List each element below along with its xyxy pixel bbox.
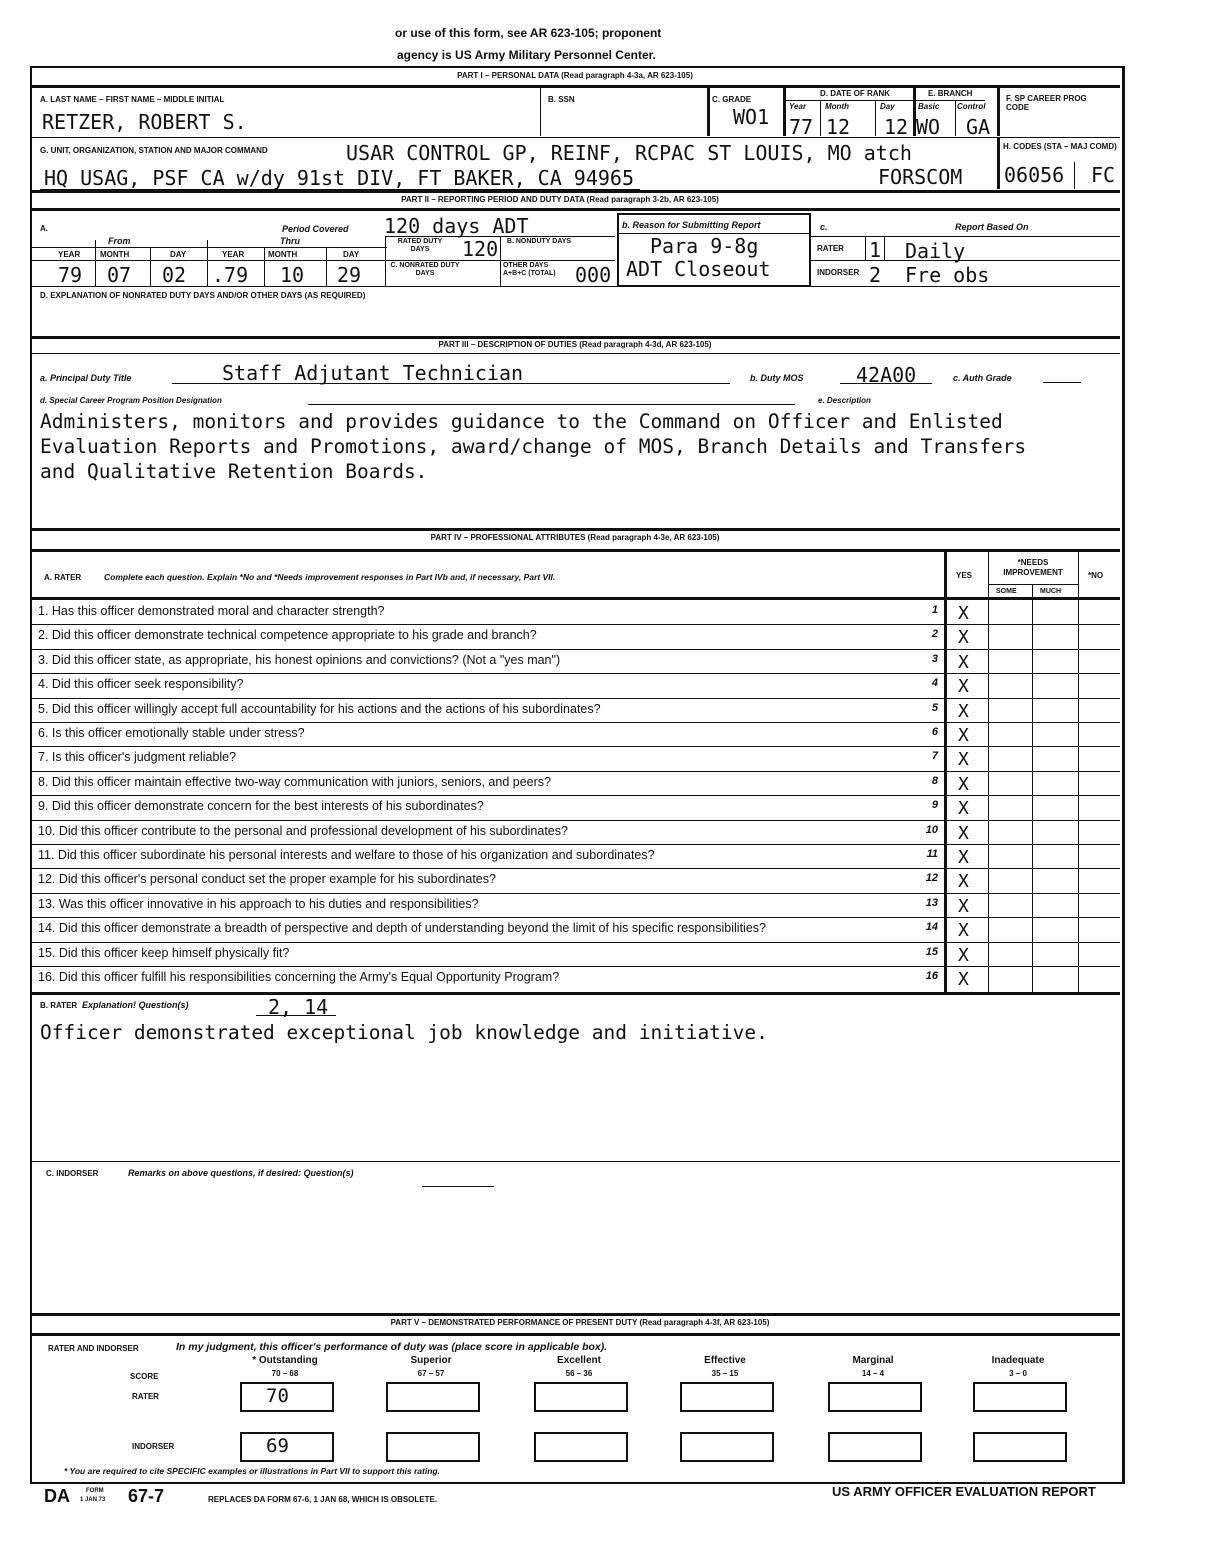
question-divider	[32, 893, 1120, 894]
question-divider	[32, 844, 1120, 845]
yes-mark: X	[958, 871, 969, 893]
question-number: 12	[925, 872, 938, 885]
yes-mark: X	[958, 627, 969, 649]
question-text: 8. Did this officer maintain effective two-way communication with juniors, seniors, and peers?	[38, 774, 551, 789]
dor-year: 77	[789, 115, 814, 139]
codes-value: 06056	[1004, 163, 1065, 187]
score-category-range: 56 – 36	[565, 1369, 593, 1378]
question-divider	[32, 698, 1120, 699]
from-year-label: YEAR	[58, 250, 81, 259]
score-category-range: 3 – 0	[1009, 1369, 1027, 1378]
question-text: 10. Did this officer contribute to the personal and professional development of his subordinates?	[38, 823, 568, 838]
indorser-remarks-label: C. INDORSER	[46, 1169, 99, 1178]
description-line-1: Administers, monitors and provides guidance to the Command on Officer and Enlisted	[40, 410, 1003, 433]
dor-month-label: Month	[825, 102, 849, 111]
form-da: DA	[44, 1486, 70, 1506]
from-year: 79	[58, 263, 83, 287]
rater-num: 1	[869, 238, 882, 262]
question-divider	[32, 795, 1120, 796]
thru-day: 29	[337, 263, 362, 287]
question-number: 14	[925, 921, 938, 934]
thru-month-label: MONTH	[268, 250, 298, 259]
score-category-name: Superior	[410, 1355, 452, 1366]
indorser-label: INDORSER	[817, 268, 860, 277]
rater-expl-questions: 2, 14	[268, 995, 329, 1019]
question-divider	[32, 722, 1120, 723]
yes-mark: X	[958, 969, 969, 990]
question-divider	[32, 820, 1120, 821]
thru-label: Thru	[280, 236, 300, 246]
thru-year: .79	[212, 263, 249, 287]
question-text: 6. Is this officer emotionally stable under stress?	[38, 726, 305, 740]
codes-value-2: FC	[1091, 163, 1116, 187]
score-category-range: 35 – 15	[711, 1369, 739, 1378]
score-category-name: Effective	[704, 1355, 746, 1366]
rater-score-box[interactable]	[534, 1382, 628, 1412]
indorser-score-box[interactable]	[973, 1432, 1067, 1462]
yes-mark: X	[958, 651, 969, 673]
duty-mos: 42A00	[856, 363, 917, 387]
grade-label: C. GRADE	[712, 95, 752, 104]
score-rater-label: RATER	[132, 1392, 159, 1401]
rater-indorser-label: RATER AND INDORSER	[48, 1344, 139, 1353]
score-value: 70	[266, 1385, 289, 1407]
score-value: 69	[266, 1435, 289, 1457]
indorser-score-box[interactable]	[240, 1432, 334, 1462]
dor-year-label: Year	[789, 102, 807, 111]
question-divider	[32, 649, 1120, 650]
question-divider	[32, 868, 1120, 869]
yes-mark: X	[958, 676, 969, 698]
question-text: 5. Did this officer willingly accept full accountability for his actions and the actions of his subordinates?	[38, 701, 601, 716]
from-label: From	[108, 236, 131, 246]
question-divider	[32, 966, 1120, 967]
question-text: 9. Did this officer demonstrate concern for the best interests of his subordinates?	[38, 799, 484, 814]
indorser-score-box[interactable]	[680, 1432, 774, 1462]
thru-month: 10	[280, 263, 305, 287]
question-number: 8	[931, 774, 938, 787]
duty-mos-label: b. Duty MOS	[750, 373, 804, 383]
form-date: 1 JAN 73	[80, 1497, 106, 1503]
name-label: A. LAST NAME – FIRST NAME – MIDDLE INITIAL	[40, 95, 225, 104]
duty-title-label: a. Principal Duty Title	[40, 373, 132, 383]
sp-career-label: F. SP CAREER PROG CODE	[1006, 94, 1087, 112]
question-number: 15	[925, 945, 938, 958]
question-text: 15. Did this officer keep himself physically fit?	[38, 945, 290, 960]
rater-score-box[interactable]	[973, 1382, 1067, 1412]
question-text: 13. Was this officer innovative in his approach to his duties and responsibilities?	[38, 896, 479, 911]
replaces-note: REPLACES DA FORM 67-6, 1 JAN 68, WHICH IS OBSOLETE.	[208, 1495, 438, 1504]
question-text: 11. Did this officer subordinate his personal interests and welfare to those of his organization and subordinates?	[38, 848, 655, 862]
question-divider	[32, 746, 1120, 747]
part2-title: PART II – REPORTING PERIOD AND DUTY DATA (Read paragraph 3-2b, AR 623-105)	[401, 195, 719, 204]
yes-mark: X	[958, 700, 969, 722]
question-text: 3. Did this officer state, as appropriate, his honest opinions and convictions? (Not a "yes man")	[38, 652, 561, 667]
nonrated-label: C. NONRATED DUTY DAYS	[390, 262, 460, 277]
question-divider	[32, 624, 1120, 625]
unit-line-1: USAR CONTROL GP, REINF, RCPAC ST LOUIS, MO atch	[346, 141, 912, 165]
duty-title: Staff Adjutant Technician	[222, 361, 524, 385]
rater-value: Daily	[905, 239, 966, 263]
reason-label: b. Reason for Submitting Report	[622, 220, 761, 230]
yes-mark: X	[958, 725, 969, 746]
part1-title: PART I – PERSONAL DATA (Read paragraph 4-3a, AR 623-105)	[457, 71, 693, 80]
indorser-value: Fre obs	[905, 263, 990, 287]
yes-mark: X	[958, 798, 969, 820]
part4-title: PART IV – PROFESSIONAL ATTRIBUTES (Read paragraph 4-3e, AR 623-105)	[430, 533, 720, 542]
yes-mark: X	[958, 603, 969, 624]
yes-mark: X	[958, 773, 969, 795]
score-category-range: 67 – 57	[417, 1369, 445, 1378]
question-number: 5	[931, 701, 938, 714]
rater-label: RATER	[817, 244, 844, 253]
dor-day: 12	[884, 115, 909, 139]
some-label: SOME	[996, 588, 1017, 595]
explanation-label: D. EXPLANATION OF NONRATED DUTY DAYS AND/OR OTHER DAYS (AS REQUIRED)	[40, 291, 366, 300]
score-category-range: 14 – 4	[861, 1369, 885, 1378]
reason-line-2: ADT Closeout	[626, 257, 771, 281]
question-text: 14. Did this officer demonstrate a breadth of perspective and depth of understanding beyond the limit of his specific responsibilities?	[38, 921, 766, 936]
branch-control: GA	[966, 115, 991, 139]
question-text: 16. Did this officer fulfill his responsibilities concerning the Army's Equal Opportunity Program?	[38, 970, 560, 984]
rater-instr-label: A. RATER	[44, 573, 82, 582]
from-month-label: MONTH	[100, 250, 130, 259]
question-number: 9	[931, 799, 938, 812]
question-number: 2	[931, 628, 938, 641]
question-text: 12. Did this officer's personal conduct set the proper example for his subordinates?	[38, 872, 496, 887]
yes-mark: X	[958, 920, 969, 942]
score-category-name: Inadequate	[991, 1355, 1045, 1366]
thru-day-label: DAY	[343, 250, 360, 259]
score-label: SCORE	[130, 1372, 159, 1381]
question-number: 11	[926, 848, 938, 860]
branch-basic-label: Basic	[918, 102, 940, 111]
part5-title: PART V – DEMONSTRATED PERFORMANCE OF PRESENT DUTY (Read paragraph 4-3f, AR 623-105)	[390, 1318, 770, 1327]
question-text: 7. Is this officer's judgment reliable?	[38, 750, 237, 765]
question-number: 6	[931, 726, 938, 738]
footnote: * You are required to cite SPECIFIC examples or illustrations in Part VII to support this rating.	[64, 1466, 440, 1476]
report-title: US ARMY OFFICER EVALUATION REPORT	[832, 1484, 1096, 1499]
description-line-3: and Qualitative Retention Boards.	[40, 460, 428, 483]
score-category-name: Marginal	[852, 1355, 894, 1366]
dor-month: 12	[826, 115, 851, 139]
question-text: 1. Has this officer demonstrated moral and character strength?	[38, 604, 385, 618]
part3-title: PART III – DESCRIPTION OF DUTIES (Read paragraph 4-3d, AR 623-105)	[438, 340, 712, 349]
form-word: FORM	[86, 1488, 104, 1494]
question-number: 4	[931, 677, 938, 690]
from-day-label: DAY	[170, 250, 187, 259]
branch-label: E. BRANCH	[928, 89, 973, 98]
score-indorser-label: INDORSER	[132, 1442, 175, 1451]
rater-score-box[interactable]	[386, 1382, 480, 1412]
no-label: *NO	[1088, 571, 1104, 580]
rated-label: RATED DUTY DAYS	[397, 238, 443, 253]
ssn-label: B. SSN	[548, 95, 575, 104]
date-of-rank-label: D. DATE OF RANK	[820, 89, 891, 98]
thru-year-label: YEAR	[222, 250, 245, 259]
question-text: 4. Did this officer seek responsibility?	[38, 677, 244, 692]
period-a-label: A.	[40, 224, 48, 233]
rater-instr: Complete each question. Explain *No and *Needs improvement responses in Part IVb and, if necessary, Part VII.	[104, 572, 556, 582]
indorser-num: 2	[869, 263, 882, 287]
other-days-value: 000	[575, 263, 612, 287]
question-number: 3	[931, 652, 938, 665]
question-divider	[32, 917, 1120, 918]
major-command: FORSCOM	[878, 165, 963, 189]
name-field: RETZER, ROBERT S.	[42, 110, 247, 134]
header-line-1: or use of this form, see AR 623-105; proponent	[395, 26, 662, 40]
yes-mark: X	[958, 895, 969, 917]
period-value: 120 days ADT	[384, 214, 529, 238]
yes-mark: X	[958, 749, 969, 771]
needs-improvement-label: *NEEDS IMPROVEMENT	[1003, 558, 1063, 577]
question-divider	[32, 771, 1120, 772]
much-label: MUCH	[1040, 588, 1061, 595]
from-month: 07	[107, 263, 132, 287]
score-category-range: 70 – 68	[271, 1369, 299, 1378]
indorser-score-box[interactable]	[534, 1432, 628, 1462]
yes-label: YES	[956, 571, 973, 580]
auth-grade-label: c. Auth Grade	[953, 373, 1012, 383]
yes-mark: X	[958, 847, 969, 868]
score-category-name: Excellent	[557, 1355, 601, 1366]
nonduty-label: B. NONDUTY DAYS	[506, 238, 572, 245]
rated-value: 120	[462, 237, 499, 261]
header-line-2: agency is US Army Military Personnel Center.	[397, 48, 656, 62]
description-label: e. Description	[818, 396, 871, 405]
report-c-label: c.	[820, 222, 828, 232]
branch-control-label: Control	[957, 102, 986, 111]
yes-mark: X	[958, 944, 969, 966]
question-number: 10	[925, 823, 938, 836]
unit-label: G. UNIT, ORGANIZATION, STATION AND MAJOR COMMAND	[40, 146, 268, 155]
rater-expl-label: B. RATER	[40, 1001, 78, 1010]
indorser-score-box[interactable]	[828, 1432, 922, 1462]
codes-label: H. CODES (STA – MAJ COMD)	[1003, 142, 1117, 151]
description-line-2: Evaluation Reports and Promotions, award/change of MOS, Branch Details and Transfers	[40, 435, 1027, 458]
form-number: 67-7	[128, 1486, 165, 1506]
report-based-label: Report Based On	[955, 222, 1029, 232]
indorser-score-box[interactable]	[386, 1432, 480, 1462]
indorser-remarks-sub: Remarks on above questions, if desired: Question(s)	[128, 1168, 354, 1178]
other-days-label: OTHER DAYS A+B+C (TOTAL)	[503, 262, 556, 277]
question-number: 16	[925, 970, 938, 982]
special-career-label: d. Special Career Program Position Designation	[40, 396, 222, 405]
question-text: 2. Did this officer demonstrate technical competence appropriate to his grade and branch?	[38, 628, 537, 643]
yes-mark: X	[958, 822, 969, 844]
rater-expl-text: Officer demonstrated exceptional job knowledge and initiative.	[40, 1021, 768, 1044]
question-number: 1	[931, 604, 938, 616]
question-number: 7	[931, 750, 938, 763]
rater-expl-sub: Explanation! Question(s)	[82, 1000, 189, 1010]
question-divider	[32, 673, 1120, 674]
judgment-text: In my judgment, this officer's performance of duty was (place score in applicable box).	[176, 1341, 608, 1353]
rater-score-box[interactable]	[680, 1382, 774, 1412]
rater-score-box[interactable]	[828, 1382, 922, 1412]
dor-day-label: Day	[880, 102, 895, 111]
question-divider	[32, 942, 1120, 943]
score-category-name: * Outstanding	[252, 1355, 318, 1366]
grade-field: WO1	[733, 105, 770, 129]
from-day: 02	[162, 263, 187, 287]
question-number: 13	[925, 896, 938, 909]
branch-basic: WO	[916, 115, 941, 139]
rater-score-box[interactable]	[240, 1382, 334, 1412]
unit-line-2: HQ USAG, PSF CA w/dy 91st DIV, FT BAKER, CA 94965	[44, 166, 635, 190]
reason-line-1: Para 9-8g	[650, 234, 759, 258]
period-label: Period Covered	[282, 224, 349, 234]
